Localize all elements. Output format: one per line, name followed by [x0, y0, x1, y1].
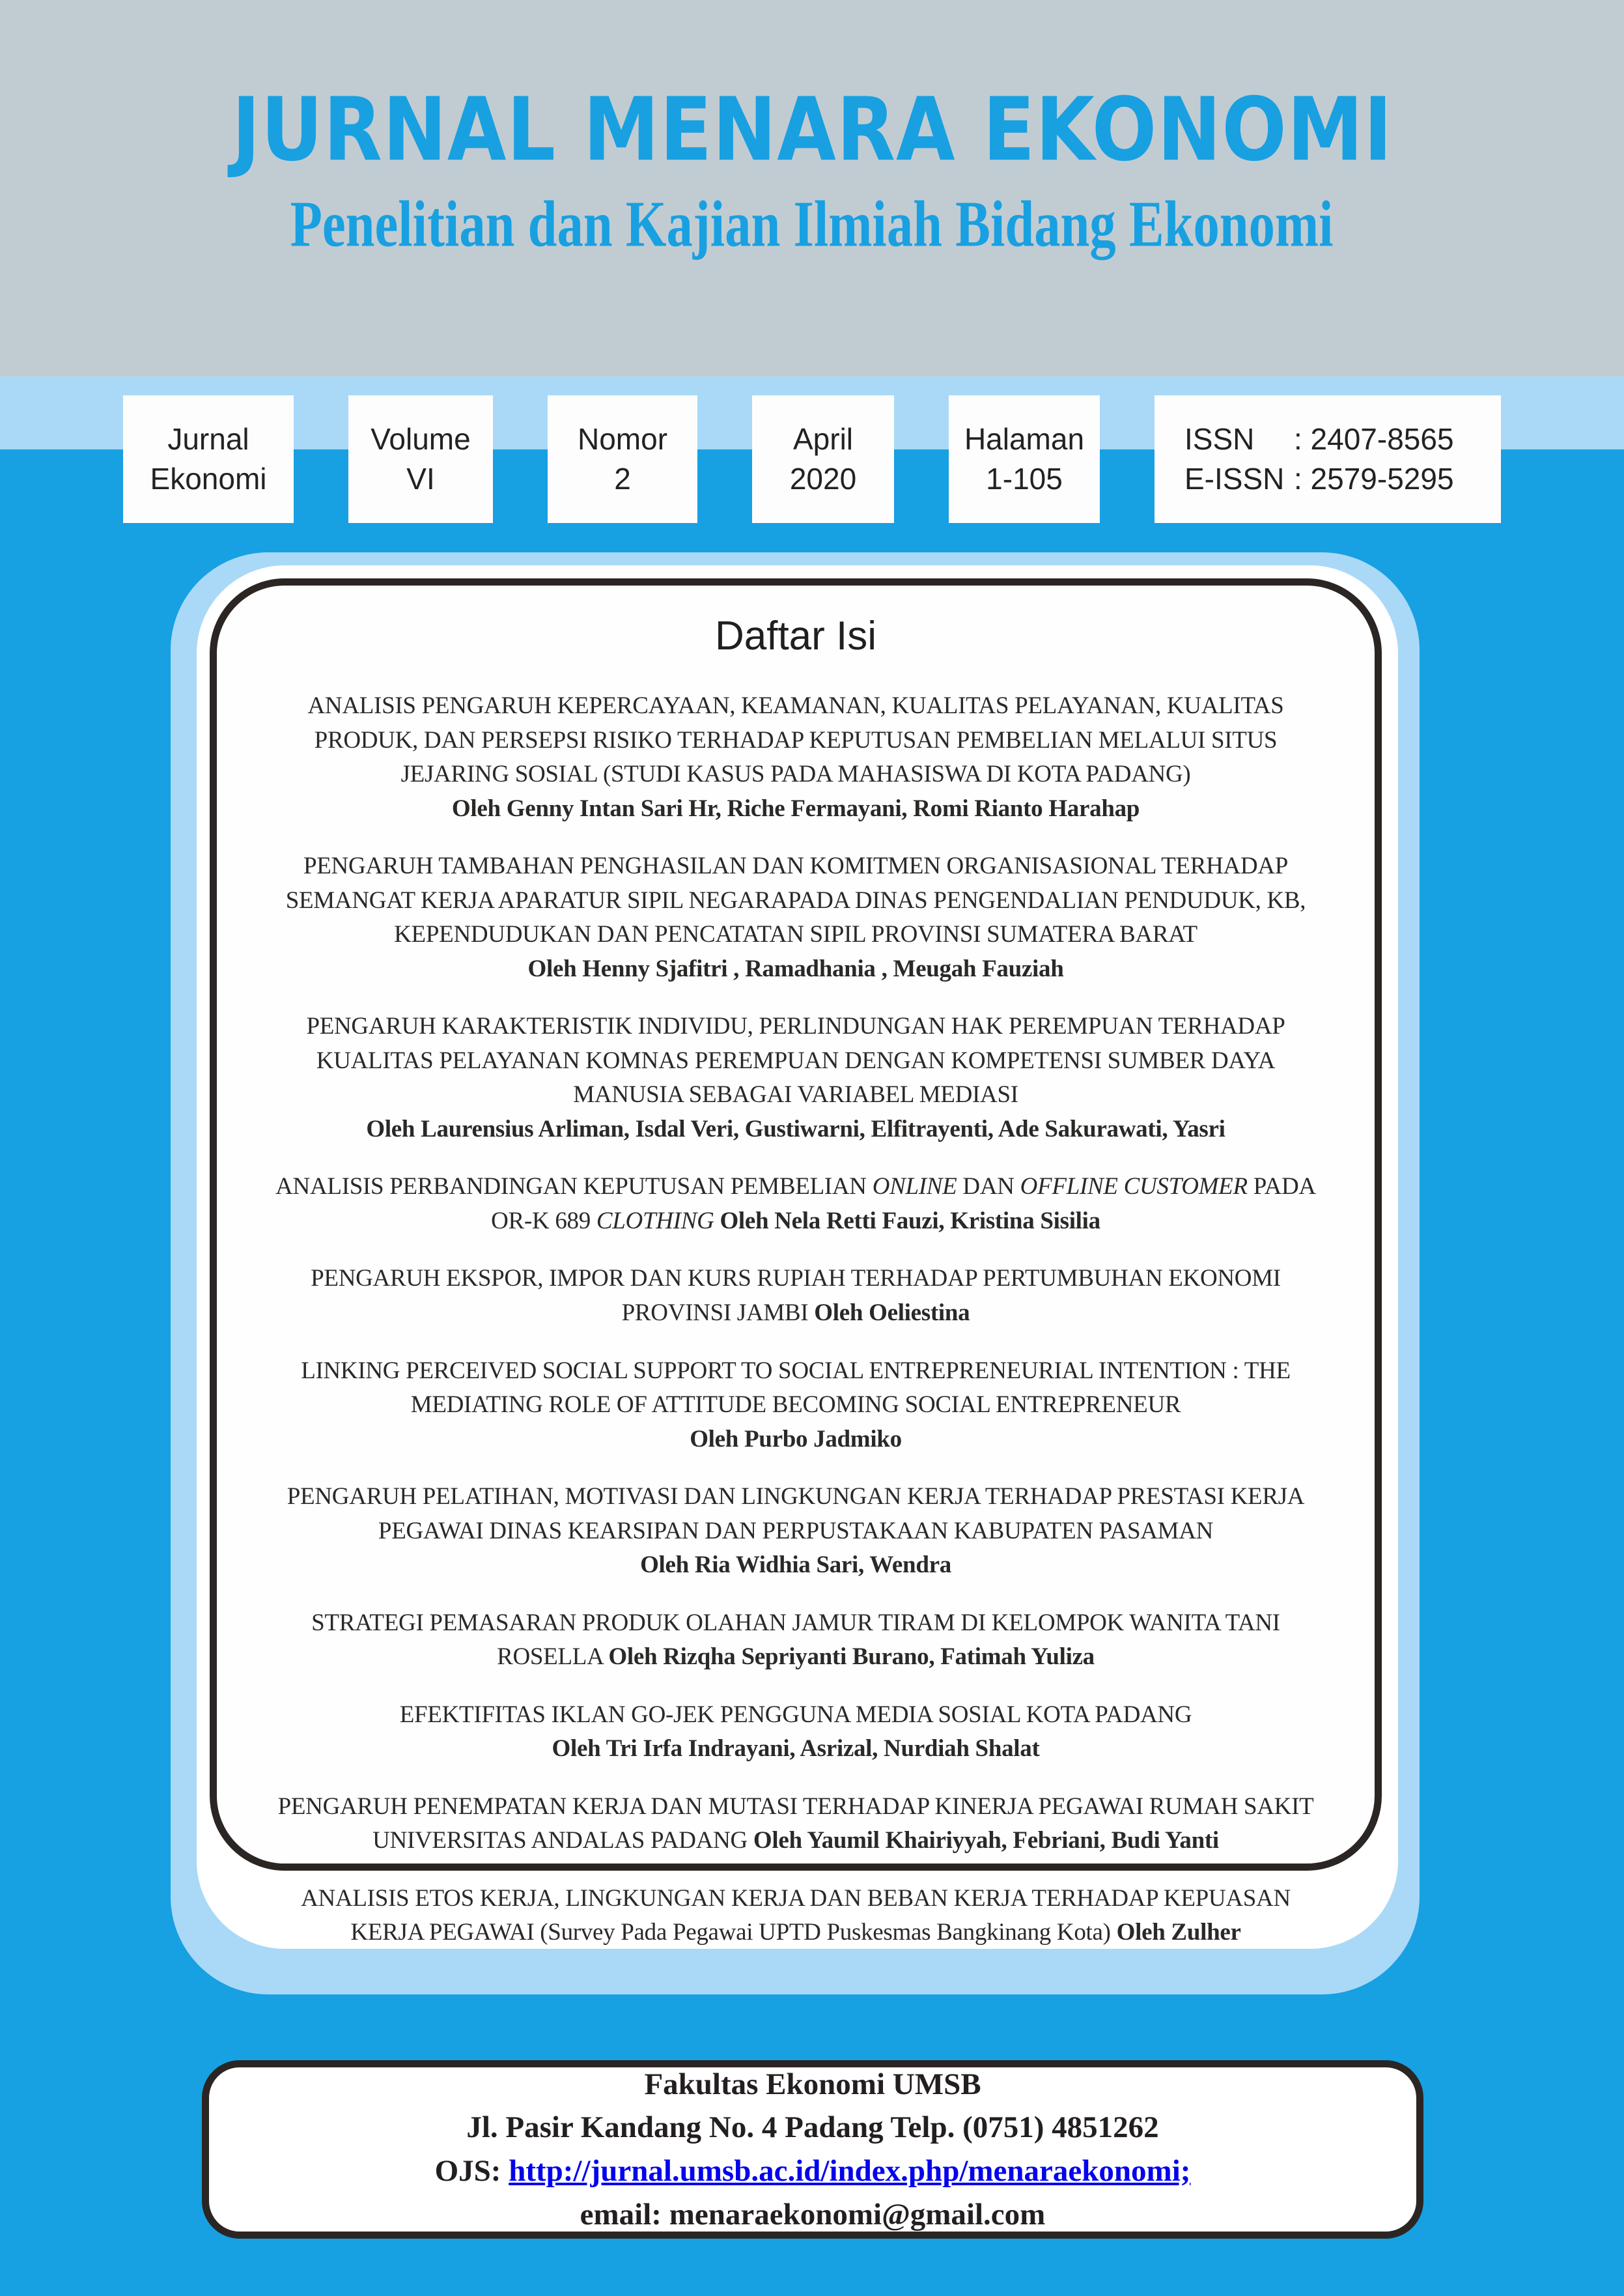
toc-entry: PENGARUH EKSPOR, IMPOR DAN KURS RUPIAH TERHADAP PERTUMBUHAN EKONOMI PROVINSI JAMBI Oleh Oeliestina: [311, 1265, 1281, 1326]
info-line: 2: [614, 462, 631, 496]
info-line: 2020: [789, 462, 857, 496]
masthead: [0, 0, 1624, 260]
issn-row: [1184, 419, 1501, 459]
info-box-journal: [123, 395, 294, 523]
info-line: Halaman: [964, 422, 1085, 457]
toc-list: [266, 689, 1325, 1950]
toc-entry: LINKING PERCEIVED SOCIAL SUPPORT TO SOCIAL ENTREPRENEURIAL INTENTION : THE MEDIATING ROLE OF ATTITUDE BECOMING SOCIAL ENTREPRENEUR Oleh Purbo Jadmiko: [301, 1357, 1291, 1453]
toc-entry: PENGARUH PENEMPATAN KERJA DAN MUTASI TERHADAP KINERJA PEGAWAI RUMAH SAKIT UNIVERSITAS ANDALAS PADANG Oleh Yaumil Khairiyyah, Febriani, Budi Yanti: [277, 1793, 1314, 1854]
footer-org: Fakultas Ekonomi UMSB: [644, 2067, 981, 2101]
toc-entry: PENGARUH TAMBAHAN PENGHASILAN DAN KOMITMEN ORGANISASIONAL TERHADAP SEMANGAT KERJA APARATUR SIPIL NEGARAPADA DINAS PENGENDALIAN PENDUDUK, KB, KEPENDUDUKAN DAN PENCATATAN SIPIL PROVINSI SUMATERA BARAT Oleh Henny Sjafitri , Ramadhania , Meugah Fauziah: [285, 853, 1306, 982]
footer-email: email: menaraekonomi@gmail.com: [580, 2197, 1046, 2232]
info-line: Ekonomi: [150, 462, 267, 496]
eissn-row: [1184, 459, 1501, 499]
info-box-halaman: [949, 395, 1100, 523]
footer-ojs-line: [209, 2149, 1416, 2193]
info-line: Jurnal: [167, 422, 249, 457]
info-line: Nomor: [577, 422, 668, 457]
toc-entry: ANALISIS PENGARUH KEPERCAYAAN, KEAMANAN, KUALITAS PELAYANAN, KUALITAS PRODUK, DAN PERSEPSI RISIKO TERHADAP KEPUTUSAN PEMBELIAN MELALUI SITUS JEJARING SOSIAL (STUDI KASUS PADA MAHASISWA DI KOTA PADANG) Oleh Genny Intan Sari Hr, Riche Fermayani, Romi Rianto Harahap: [307, 692, 1284, 822]
toc-entry: PENGARUH PELATIHAN, MOTIVASI DAN LINGKUNGAN KERJA TERHADAP PRESTASI KERJA PEGAWAI DINAS KEARSIPAN DAN PERPUSTAKAAN KABUPATEN PASAMAN Oleh Ria Widhia Sari, Wendra: [287, 1483, 1305, 1579]
toc-entry: EFEKTIFITAS IKLAN GO-JEK PENGGUNA MEDIA SOSIAL KOTA PADANG Oleh Tri Irfa Indrayani, Asrizal, Nurdiah Shalat: [399, 1701, 1192, 1763]
ojs-label: OJS:: [434, 2154, 509, 2188]
journal-subtitle: Penelitian dan Kajian Ilmiah Bidang Ekonomi: [290, 187, 1334, 261]
footer-address: Jl. Pasir Kandang No. 4 Padang Telp. (0751) 4851262: [466, 2110, 1159, 2145]
eissn-value: : 2579-5295: [1294, 462, 1454, 496]
ojs-link[interactable]: http://jurnal.umsb.ac.id/index.php/menaraekonomi;: [509, 2154, 1191, 2188]
info-box-issn: [1155, 395, 1501, 523]
info-line: 1-105: [986, 462, 1063, 496]
info-box-volume: [348, 395, 493, 523]
issue-info-row: [0, 395, 1624, 523]
eissn-label: E-ISSN: [1184, 462, 1285, 496]
toc-card-halo: [171, 552, 1420, 1994]
journal-title: JURNAL MENARA EKONOMI: [231, 78, 1393, 181]
toc-card-white-layer: [197, 565, 1398, 1949]
info-line: April: [792, 422, 854, 457]
toc-entry: PENGARUH KARAKTERISTIK INDIVIDU, PERLINDUNGAN HAK PEREMPUAN TERHADAP KUALITAS PELAYANAN KOMNAS PEREMPUAN DENGAN KOMPETENSI SUMBER DAYA MANUSIA SEBAGAI VARIABEL MEDIASI Oleh Laurensius Arliman, Isdal Veri, Gustiwarni, Elfitrayenti, Ade Sakurawati, Yasri: [306, 1013, 1285, 1142]
issn-value: : 2407-8565: [1294, 422, 1454, 457]
toc-entry: ANALISIS PERBANDINGAN KEPUTUSAN PEMBELIAN ONLINE DAN OFFLINE CUSTOMER PADA OR-K 689 CLOTHING Oleh Nela Retti Fauzi, Kristina Sisilia: [275, 1173, 1316, 1234]
info-box-month: [752, 395, 894, 523]
info-line: Volume: [371, 422, 471, 457]
toc-entry: STRATEGI PEMASARAN PRODUK OLAHAN JAMUR TIRAM DI KELOMPOK WANITA TANI ROSELLA Oleh Rizqha Sepriyanti Burano, Fatimah Yuliza: [311, 1609, 1280, 1671]
info-line: VI: [406, 462, 435, 496]
issn-label: ISSN: [1184, 422, 1255, 457]
footer-box: [202, 2060, 1423, 2239]
toc-card: [210, 578, 1382, 1946]
toc-heading: Daftar Isi: [714, 614, 877, 659]
toc-entry: ANALISIS ETOS KERJA, LINGKUNGAN KERJA DAN BEBAN KERJA TERHADAP KEPUASAN KERJA PEGAWAI (Survey Pada Pegawai UPTD Puskesmas Bangkinang Kota) Oleh Zulher: [301, 1884, 1291, 1946]
info-box-nomor: [548, 395, 697, 523]
